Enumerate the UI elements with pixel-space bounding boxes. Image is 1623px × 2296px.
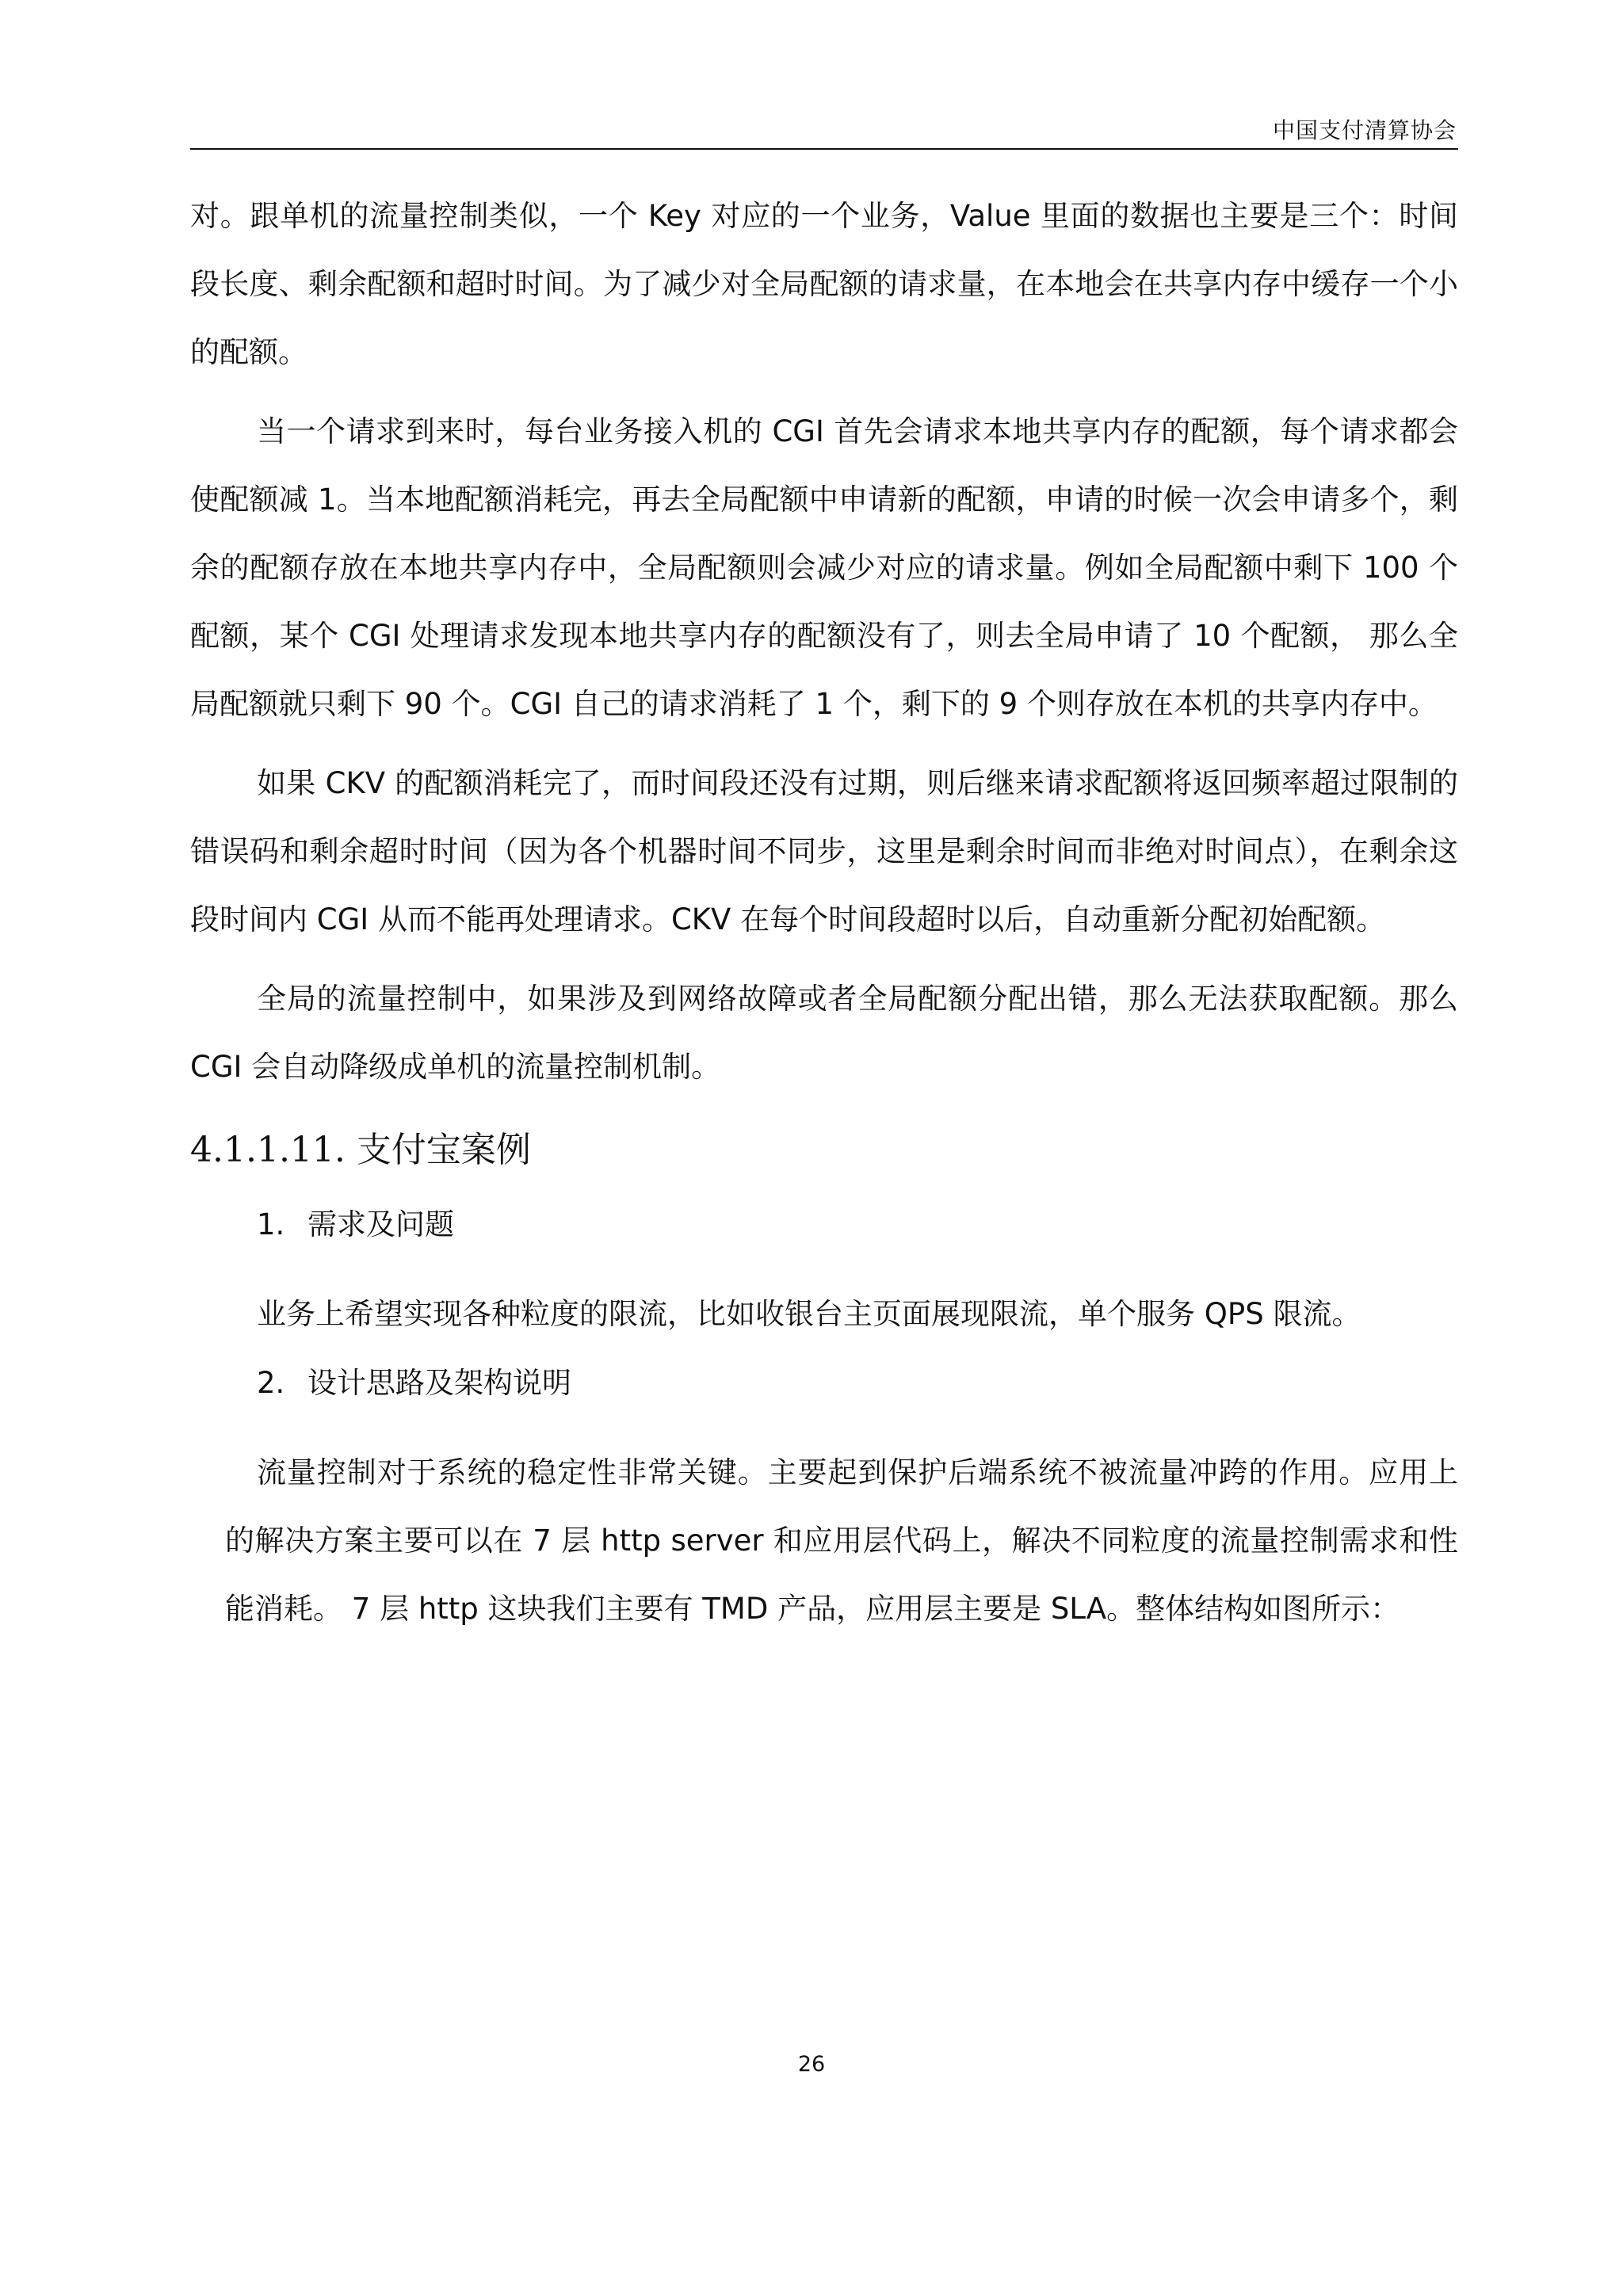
paragraph-ckv-exhausted: 如果 CKV 的配额消耗完了，而时间段还没有过期，则后继来请求配额将返回频率超过限制的错误码和剩余超时时间（因为各个机器时间不同步，这里是剩余时间而非绝对时间点），在剩余这段时间内 CGI 从而不能再处理请求。CKV 在每个时间段超时以后，自动重新分配初始配额。 [190, 766, 1458, 936]
header-organization: 中国支付清算协会 [1272, 117, 1457, 143]
paragraph-fallback: 全局的流量控制中，如果涉及到网络故障或者全局配额分配出错，那么无法获取配额。那么 CGI 会自动降级成单机的流量控制机制。 [190, 982, 1458, 1084]
list-item-requirements [257, 1201, 1458, 1249]
list-item-title: 需求及问题 [307, 1207, 454, 1241]
paragraph-continuation: 对。跟单机的流量控制类似，一个 Key 对应的一个业务，Value 里面的数据也主要是三个：时间段长度、剩余配额和超时时间。为了减少对全局配额的请求量，在本地会在共享内存中缓存一个小的配额。 [190, 199, 1458, 369]
list-item-number: 1. [257, 1207, 285, 1241]
list-item-number: 2. [257, 1366, 285, 1400]
list-item-title: 设计思路及架构说明 [307, 1366, 571, 1400]
paragraph-request-flow: 当一个请求到来时，每台业务接入机的 CGI 首先会请求本地共享内存的配额，每个请求都会使配额减 1。当本地配额消耗完，再去全局配额中申请新的配额，申请的时候一次会申请多个，剩余的配额存放在本地共享内存中，全局配额则会减少对应的请求量。例如全局配额中剩下 100 个配额，某个 CGI 处理请求发现本地共享内存的配额没有了，则去全局申请了 10 个配额， 那么全局配额就只剩下 90 个。CGI 自己的请求消耗了 1 个，剩下的 9 个则存放在本机的共享内存中。 [190, 414, 1458, 721]
page-number: 26 [797, 2052, 826, 2077]
list-item-design [257, 1360, 1458, 1407]
paragraph-design: 流量控制对于系统的稳定性非常关键。主要起到保护后端系统不被流量冲跨的作用。应用上的解决方案主要可以在 7 层 http server 和应用层代码上，解决不同粒度的流量控制需求和性能消耗。 7 层 http 这块我们主要有 TMD 产品，应用层主要是 SLA。整体结构如图所示： [225, 1455, 1458, 1626]
paragraph-requirements: 业务上希望实现各种粒度的限流，比如收银台主页面展现限流，单个服务 QPS 限流。 [257, 1297, 1361, 1331]
header-divider [190, 148, 1458, 150]
main-content [190, 182, 1458, 1654]
section-heading: 4.1.1.11. 支付宝案例 [190, 1130, 531, 1170]
